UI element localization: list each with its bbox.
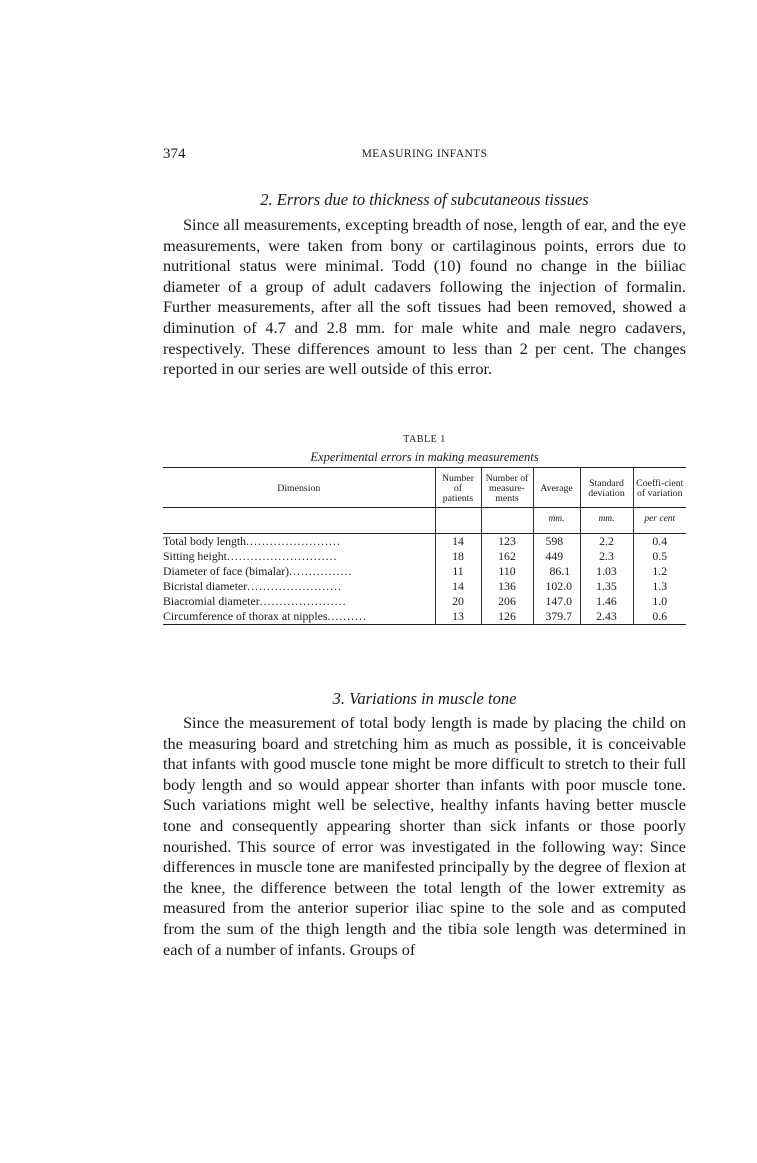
dot-leader: ................ xyxy=(289,564,353,578)
cell-sd: 1.03 xyxy=(580,564,633,579)
col-header-dimension: Dimension xyxy=(277,483,321,494)
cell-cv: 1.3 xyxy=(633,579,686,594)
cell-cv: 0.6 xyxy=(633,609,686,625)
paragraph-muscle-tone: Since the measurement of total body length is made by placing the child on the measuring board and stretching him as much as possible, it is conceivable that infants with good muscle tone might be more difficult to stretch to their full body length and so would appear shorter than infants with poor muscle tone. Such variations might well be selective, healthy infants having better muscle tone and consequently appearing shorter than sick infants or those poorly nourished. This source of error was investigated in the following way: Since differences in muscle tone are manifested principally by the degree of flexion at the knee, the difference between the total length of the lower extremity as measured from the anterior superior iliac spine to the sole and as computed from the sum of the thigh length and the tibia sole length was determined in each of a number of infants. Groups of xyxy=(163,713,686,959)
dot-leader: ........................ xyxy=(246,534,341,548)
dot-leader: ............................ xyxy=(226,549,338,563)
cell-sd: 2.43 xyxy=(580,609,633,625)
cell-patients: 13 xyxy=(435,609,481,625)
cell-patients: 14 xyxy=(435,579,481,594)
dot-leader: ........................ xyxy=(247,579,342,593)
section-heading-muscle-tone: 3. Variations in muscle tone xyxy=(332,689,517,708)
table-row xyxy=(163,594,686,609)
units-blank xyxy=(435,508,481,534)
cell-dimension: Circumference of thorax at nipples xyxy=(163,609,328,623)
units-blank xyxy=(481,508,533,534)
table-row xyxy=(163,549,686,564)
cell-patients: 18 xyxy=(435,549,481,564)
unit-sd: mm. xyxy=(580,508,633,534)
cell-cv: 0.5 xyxy=(633,549,686,564)
table-label: TABLE 1 xyxy=(403,434,446,445)
cell-sd: 1.35 xyxy=(580,579,633,594)
dot-leader: .......... xyxy=(327,609,367,623)
unit-cv: per cent xyxy=(633,508,686,534)
cell-dimension: Sitting height xyxy=(163,549,227,563)
cell-dimension: Total body length xyxy=(163,534,247,548)
cell-patients: 20 xyxy=(435,594,481,609)
cell-patients: 11 xyxy=(435,564,481,579)
measurement-errors-table xyxy=(163,467,686,625)
cell-average: 449 xyxy=(533,549,580,564)
cell-sd: 2.3 xyxy=(580,549,633,564)
cell-measurements: 123 xyxy=(481,534,533,550)
page-number: 374 xyxy=(163,146,186,162)
col-header-sd: Standard deviation xyxy=(580,468,633,508)
cell-sd: 2.2 xyxy=(580,534,633,550)
cell-dimension: Bicristal diameter xyxy=(163,579,248,593)
dot-leader: ...................... xyxy=(259,594,347,608)
col-header-average: Average xyxy=(533,468,580,508)
cell-patients: 14 xyxy=(435,534,481,550)
cell-measurements: 110 xyxy=(481,564,533,579)
cell-cv: 1.0 xyxy=(633,594,686,609)
section-heading-subcutaneous: 2. Errors due to thickness of subcutaneous tissues xyxy=(260,190,589,209)
cell-average: 598 xyxy=(533,534,580,550)
col-header-cv: Coeffi-cient of variation xyxy=(633,468,686,508)
table-row xyxy=(163,564,686,579)
cell-average: 102.0 xyxy=(533,579,580,594)
col-header-measurements: Number of measure-ments xyxy=(481,468,533,508)
table-row xyxy=(163,579,686,594)
table-row xyxy=(163,609,686,625)
cell-dimension: Biacromial diameter xyxy=(163,594,260,608)
cell-cv: 0.4 xyxy=(633,534,686,550)
col-header-patients: Number of patients xyxy=(435,468,481,508)
cell-measurements: 126 xyxy=(481,609,533,625)
table-row xyxy=(163,534,686,550)
cell-average: 86.1 xyxy=(533,564,580,579)
unit-average: mm. xyxy=(533,508,580,534)
cell-average: 379.7 xyxy=(533,609,580,625)
cell-measurements: 206 xyxy=(481,594,533,609)
running-head: MEASURING INFANTS xyxy=(361,148,488,160)
cell-measurements: 162 xyxy=(481,549,533,564)
page-header xyxy=(163,146,686,166)
cell-dimension: Diameter of face (bimalar) xyxy=(163,564,290,578)
units-blank xyxy=(163,508,435,534)
table-caption: Experimental errors in making measurements xyxy=(310,450,539,464)
cell-measurements: 136 xyxy=(481,579,533,594)
cell-sd: 1.46 xyxy=(580,594,633,609)
paragraph-subcutaneous-errors: Since all measurements, excepting breadth of nose, length of ear, and the eye measurements, were taken from bony or cartilaginous points, errors due to nutritional status were minimal. Todd (10) found no change in the biiliac diameter of a group of adult cadavers following the injection of formalin. Further measurements, after all the soft tissues had been removed, showed a diminution of 4.7 and 2.8 mm. for male white and male negro cadavers, respectively. These differences amount to less than 2 per cent. The changes reported in our series are well outside of this error. xyxy=(163,215,686,379)
cell-cv: 1.2 xyxy=(633,564,686,579)
cell-average: 147.0 xyxy=(533,594,580,609)
